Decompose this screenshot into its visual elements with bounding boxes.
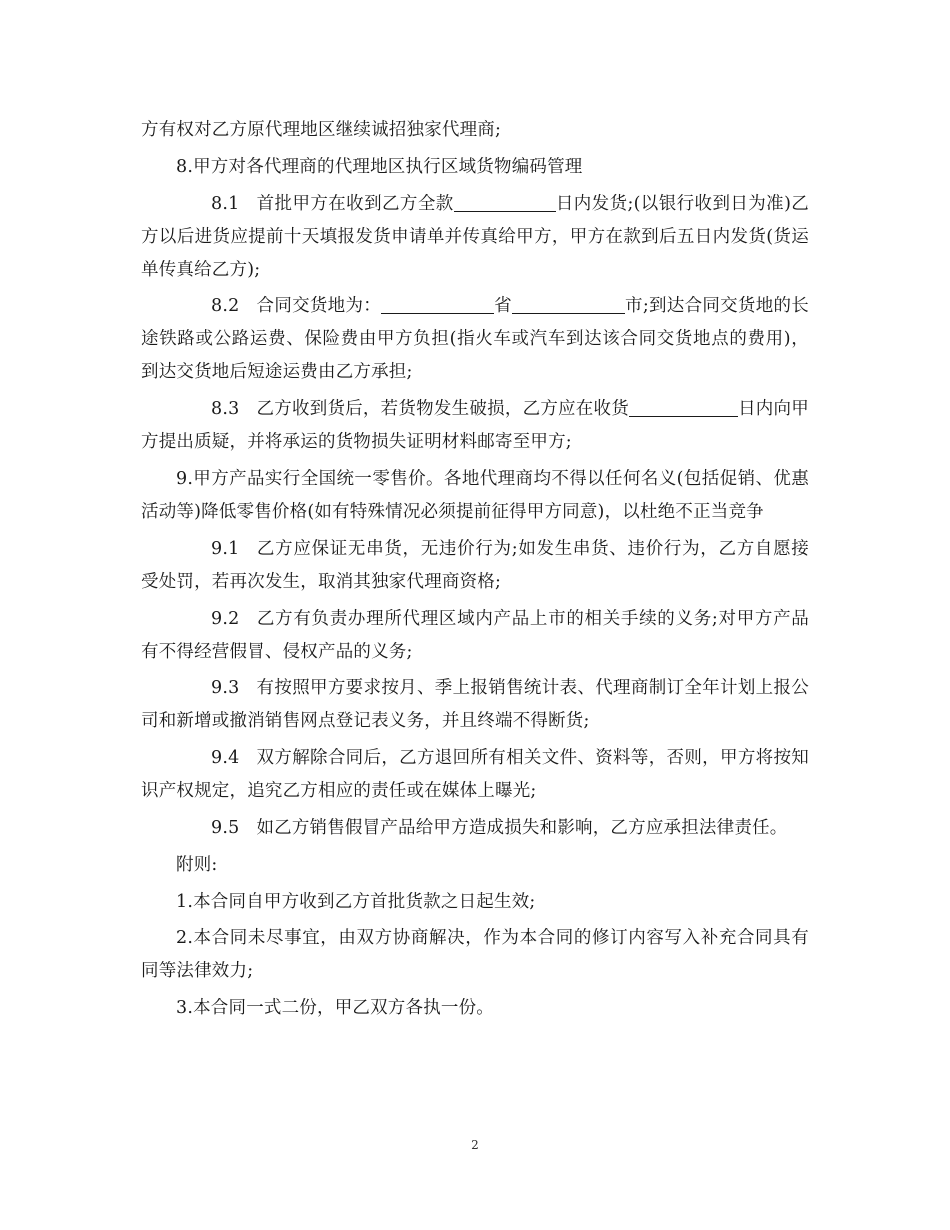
paragraph-text: 日内向甲方提出质疑，并将承运的货物损失证明材料邮寄至甲方; [141,399,809,453]
clause-9-heading [141,463,809,529]
paragraph-text: 1.本合同自甲方收到乙方首批货款之日起生效; [176,891,536,912]
paragraph-text: 双方解除合同后，乙方退回所有相关文件、资料等，否则，甲方将按知识产权规定，追究乙方相应的责任或在媒体上曝光; [141,748,809,802]
paragraph-continuation [141,114,809,147]
paragraph-text: 方有权对乙方原代理地区继续诚招独家代理商; [141,120,502,140]
paragraph-text: 省 [494,296,512,317]
appendix-heading [141,849,809,882]
clause-9-1 [141,533,809,599]
fill-in-blank [512,295,625,314]
paragraph-text: 9.甲方产品实行全国统一零售价。各地代理商均不得以任何名义(包括促销、优惠活动等)降低零售价格(如有特殊情况必须提前征得甲方同意)，以杜绝不正当竞争 [141,468,809,522]
clause-9-5 [141,812,809,845]
paragraph-text: 如乙方销售假冒产品给甲方造成损失和影响，乙方应承担法律责任。 [256,817,788,838]
clause-8-3 [141,393,809,459]
clause-number: 9.5 [211,817,240,838]
paragraph-text: 3.本合同一式二份，甲乙双方各执一份。 [176,998,494,1019]
paragraph-text: 2.本合同未尽事宜，由双方协商解决，作为本合同的修订内容写入补充合同具有同等法律效力; [141,928,809,982]
clause-8-1 [141,188,809,287]
paragraph-text: 有按照甲方要求按月、季上报销售统计表、代理商制订全年计划上报公司和新增或撤消销售网点登记表义务，并且终端不得断货; [141,678,809,732]
clause-number: 9.4 [211,748,240,769]
clause-number: 9.3 [211,678,240,699]
clause-number: 8.3 [211,399,240,420]
fill-in-blank [381,295,494,314]
fill-in-blank [454,193,556,212]
clause-8-heading [141,151,809,184]
page-number: 2 [471,1138,479,1152]
fill-in-blank [629,398,738,417]
appendix-item-1 [141,886,809,919]
paragraph-text: 乙方收到货后，若货物发生破损，乙方应在收货 [256,399,630,420]
clause-number: 8.2 [211,296,240,317]
clause-8-2 [141,290,809,389]
paragraph-text: 合同交货地为： [256,296,382,317]
clause-number: 9.2 [211,608,240,629]
clause-number: 9.1 [211,538,240,559]
clause-number: 8.1 [211,193,240,214]
document-body [141,114,809,1029]
paragraph-text: 日内发货;(以银行收到日为准)乙方以后进货应提前十天填报发货申请单并传真给甲方，甲方在款到后五日内发货(货运单传真给乙方); [141,193,810,280]
appendix-item-2 [141,922,809,988]
paragraph-text: 市;到达合同交货地的长途铁路或公路运费、保险费由甲方负担(指火车或汽车到达该合同交货地点的费用)，到达交货地后短途运费由乙方承担; [141,296,809,383]
appendix-item-3 [141,992,809,1025]
paragraph-text: 附则: [176,854,218,875]
clause-9-2 [141,603,809,669]
paragraph-text: 乙方应保证无串货，无违价行为;如发生串货、违价行为，乙方自愿接受处罚，若再次发生，取消其独家代理商资格; [141,538,809,592]
paragraph-text: 8.甲方对各代理商的代理地区执行区域货物编码管理 [176,156,583,177]
paragraph-text: 乙方有负责办理所代理区域内产品上市的相关手续的义务;对甲方产品有不得经营假冒、侵权产品的义务; [141,608,809,662]
clause-9-3 [141,672,809,738]
paragraph-text: 首批甲方在收到乙方全款 [256,193,454,214]
clause-9-4 [141,742,809,808]
